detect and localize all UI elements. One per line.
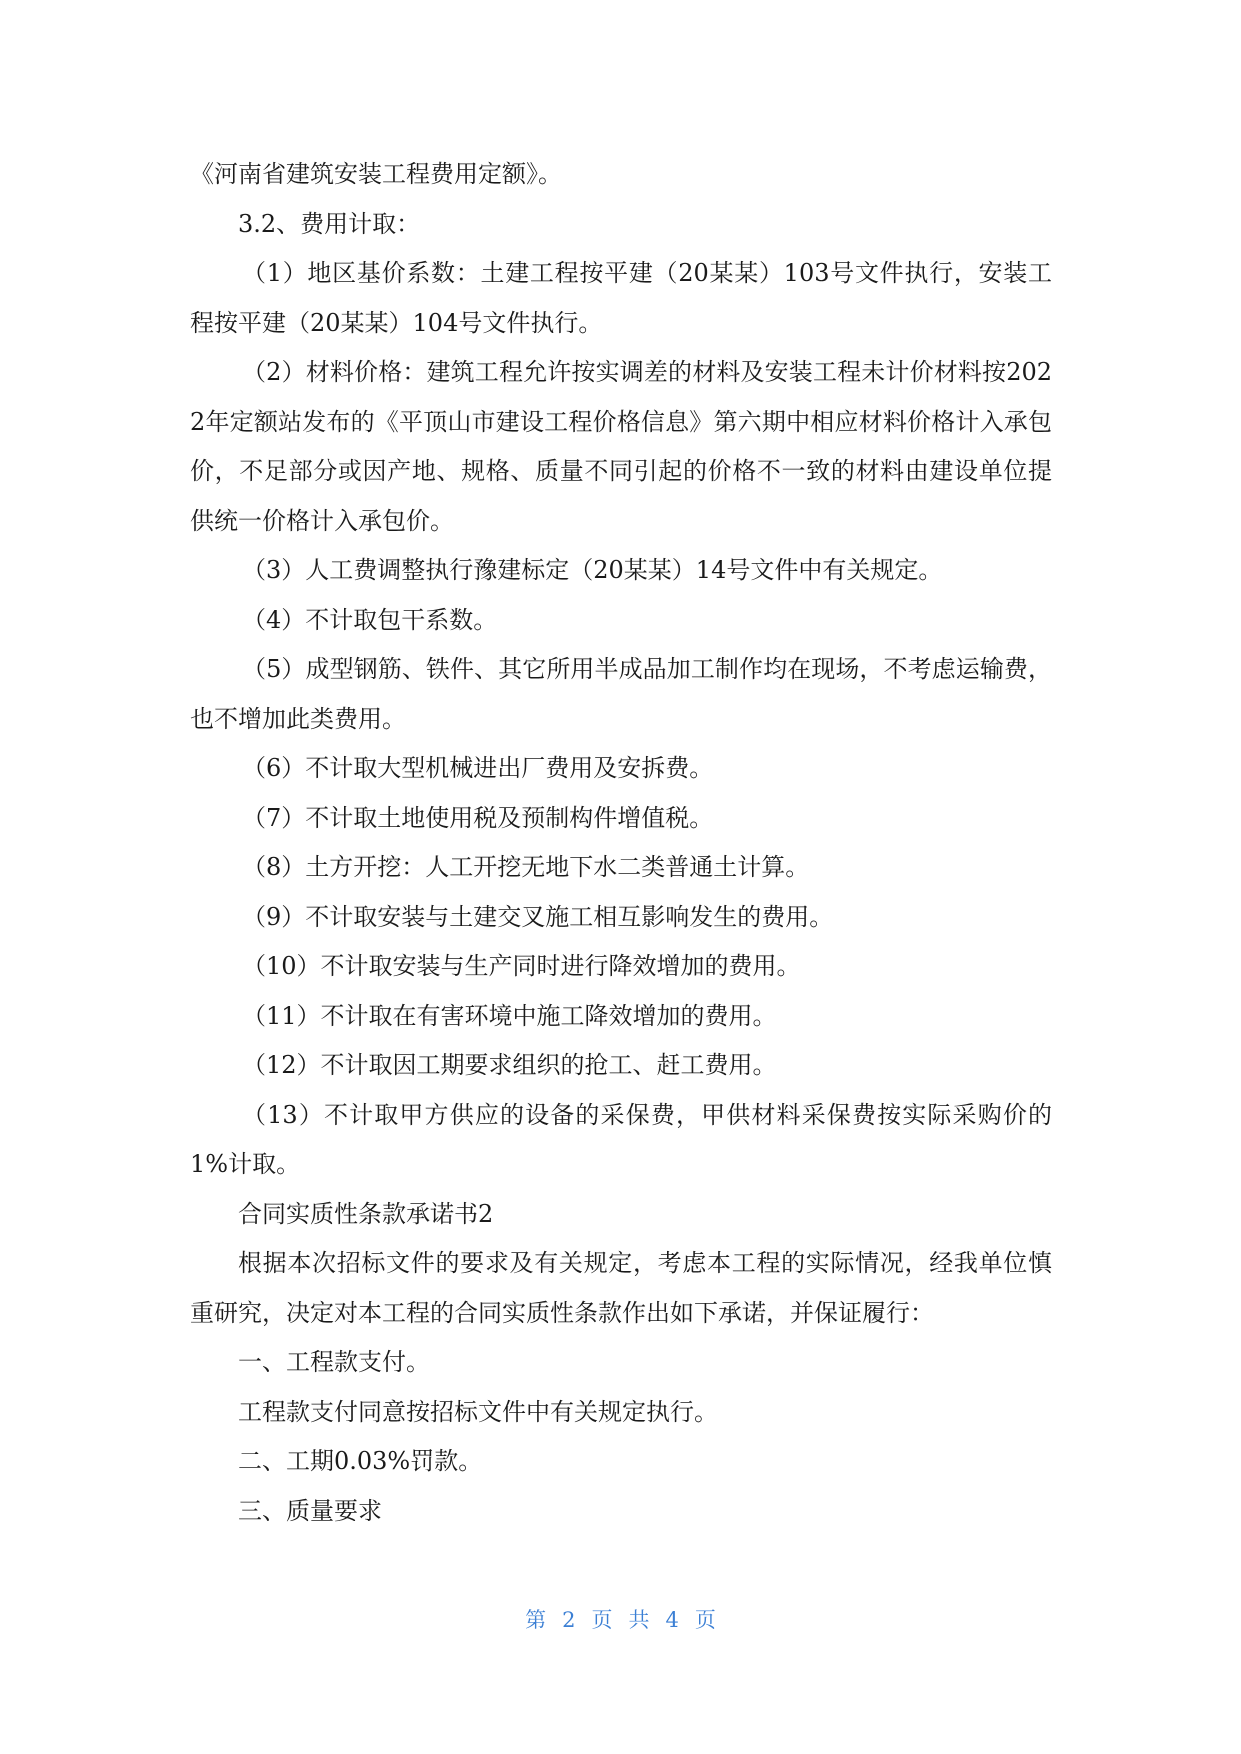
list-item: （5）成型钢筋、铁件、其它所用半成品加工制作均在现场，不考虑运输费，也不增加此类费用。 [190, 655, 1052, 733]
section-title: 合同实质性条款承诺书2 [238, 1199, 494, 1228]
footer-total-pages: 4 [665, 1608, 679, 1632]
clause-heading: 三、质量要求 [238, 1496, 382, 1525]
paragraph: 根据本次招标文件的要求及有关规定，考虑本工程的实际情况，经我单位慎重研究，决定对本工程的合同实质性条款作出如下承诺，并保证履行： [190, 1249, 1052, 1327]
clause-heading: 一、工程款支付。 [238, 1348, 430, 1376]
list-item: （11）不计取在有害环境中施工降效增加的费用。 [242, 1001, 777, 1030]
footer-ye2: 页 [694, 1608, 716, 1632]
list-item: （8）土方开挖：人工开挖无地下水二类普通土计算。 [242, 853, 810, 881]
list-item: （9）不计取安装与土建交叉施工相互影响发生的费用。 [242, 902, 834, 931]
list-item: （6）不计取大型机械进出厂费用及安拆费。 [242, 754, 714, 782]
footer-gong: 共 [628, 1608, 650, 1632]
paragraph: 《河南省建筑安装工程费用定额》。 [190, 160, 562, 188]
page-footer [0, 1604, 1241, 1634]
list-item: （7）不计取土地使用税及预制构件增值税。 [242, 803, 714, 832]
list-item: （1）地区基价系数：土建工程按平建（20某某）103号文件执行，安装工程按平建（20某某）104号文件执行。 [190, 259, 1052, 337]
clause-heading: 二、工期0.03%罚款。 [238, 1447, 483, 1475]
paragraph: 工程款支付同意按招标文件中有关规定执行。 [238, 1397, 718, 1426]
list-item: （10）不计取安装与生产同时进行降效增加的费用。 [242, 952, 801, 980]
list-item: （13）不计取甲方供应的设备的采保费，甲供材料采保费按实际采购价的1%计取。 [190, 1100, 1052, 1178]
list-item: （2）材料价格：建筑工程允许按实调差的材料及安装工程未计价材料按2022年定额站发布的《平顶山市建设工程价格信息》第六期中相应材料价格计入承包价，不足部分或因产地、规格、质量不同引起的价格不一致的材料由建设单位提供统一价格计入承包价。 [190, 358, 1052, 535]
list-item: （12）不计取因工期要求组织的抢工、赶工费用。 [242, 1051, 777, 1079]
list-item: （3）人工费调整执行豫建标定（20某某）14号文件中有关规定。 [242, 556, 943, 584]
list-item: （4）不计取包干系数。 [242, 605, 498, 634]
footer-di: 第 [525, 1608, 547, 1632]
footer-ye: 页 [591, 1608, 613, 1632]
document-body [190, 150, 1052, 1536]
footer-page-number: 2 [562, 1608, 576, 1632]
section-heading: 3.2、费用计取： [238, 209, 421, 238]
